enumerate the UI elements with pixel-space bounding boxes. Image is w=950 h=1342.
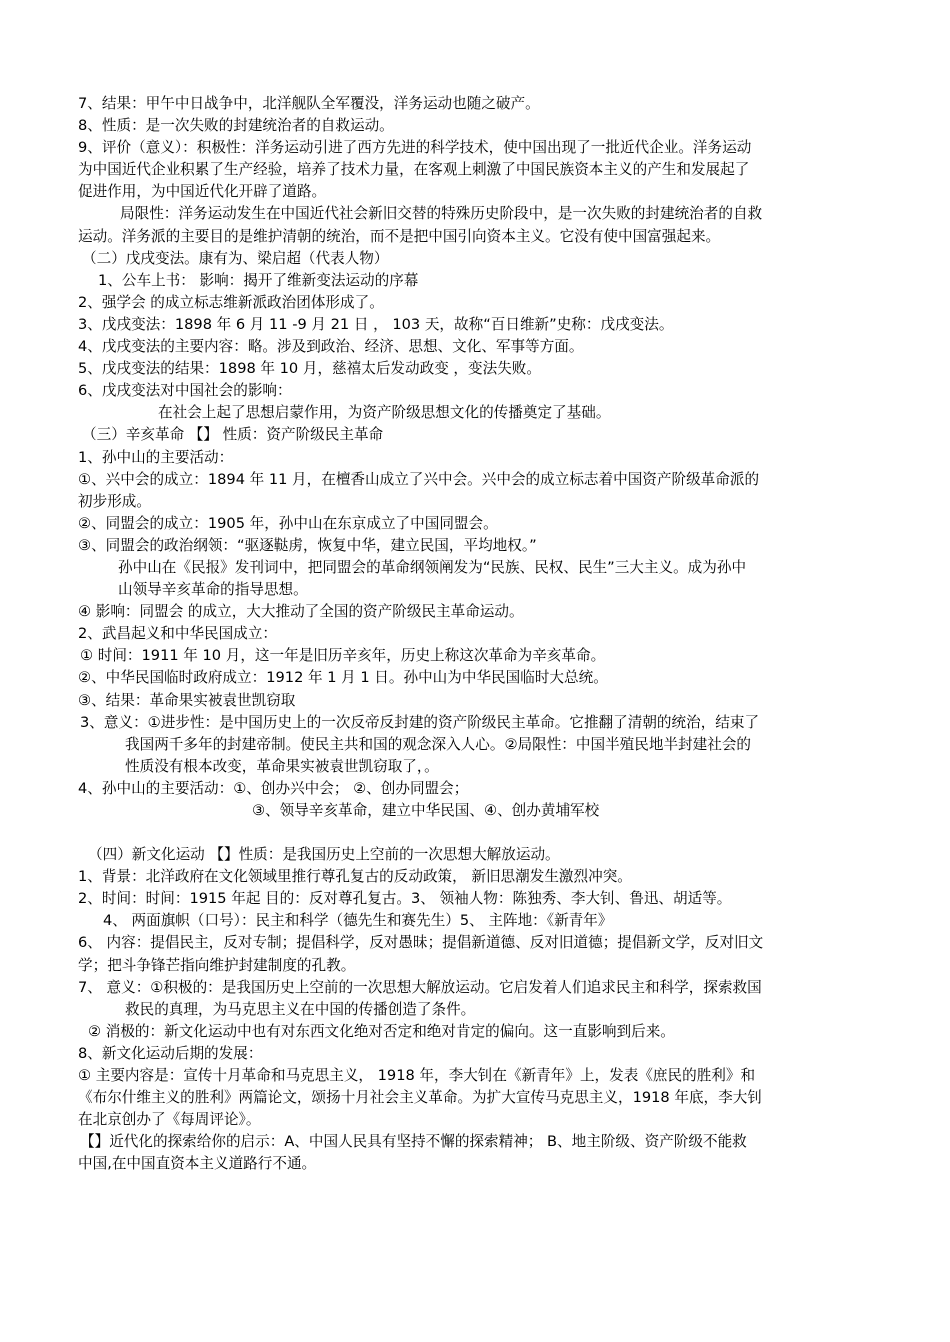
- text-line: 运动。洋务派的主要目的是维护清朝的统治，而不是把中国引向资本主义。它没有使中国富强起来。: [78, 227, 721, 245]
- text-line: 7、结果：甲午中日战争中，北洋舰队全军覆没，洋务运动也随之破产。: [78, 95, 540, 112]
- text-line: 8、性质：是一次失败的封建统治者的自救运动。: [78, 117, 394, 135]
- text-line: 7、 意义：①积极的：是我国历史上空前的一次思想大解放运动。它启发着人们追求民主和科学，探索救国: [78, 978, 762, 996]
- text-line: 4、孙中山的主要活动：①、创办兴中会； ②、创办同盟会；: [78, 779, 469, 797]
- text-line: 促进作用，为中国近代化开辟了道路。: [78, 183, 327, 201]
- text-line: 9、评价（意义）：积极性：洋务运动引进了西方先进的科学技术，使中国出现了一批近代企业。洋务运动: [78, 139, 752, 157]
- text-line: ① 主要内容是：宣传十月革命和马克思主义， 1918 年，李大钊在《新青年》上，发表《庶民的胜利》和: [78, 1067, 756, 1085]
- section-heading: （三）辛亥革命 【】 性质：资产阶级民主革命: [82, 426, 384, 444]
- text-line: 2、强学会 的成立标志维新派政治团体形成了。: [78, 293, 384, 311]
- text-line: 局限性：洋务运动发生在中国近代社会新旧交替的特殊历史阶段中，是一次失败的封建统治者的自救: [120, 205, 763, 223]
- text-line: 1、孙中山的主要活动：: [78, 448, 234, 466]
- text-line: 3、意义：①进步性：是中国历史上的一次反帝反封建的资产阶级民主革命。它推翻了清朝的统治，结束了: [80, 713, 760, 731]
- text-line: 救民的真理，为马克思主义在中国的传播创造了条件。: [125, 1000, 476, 1018]
- text-line: 6、 内容：提倡民主，反对专制；提倡科学，反对愚昧；提倡新道德、反对旧道德；提倡新文学，反对旧文: [78, 934, 764, 952]
- text-line: 为中国近代企业积累了生产经验，培养了技术力量，在客观上刺激了中国民族资本主义的产生和发展起了: [78, 161, 750, 179]
- text-line: 山领导辛亥革命的指导思想。: [118, 581, 308, 599]
- section-heading: （二）戊戌变法。康有为、梁启超（代表人物）: [82, 249, 389, 267]
- text-line: 1、公车上书： 影响：揭开了维新变法运动的序幕: [98, 271, 419, 289]
- text-line: 2、武昌起义和中华民国成立：: [78, 625, 278, 643]
- text-line: 4、 两面旗帜（口号）：民主和科学（德先生和赛先生）5、 主阵地：《新青年》: [103, 912, 613, 930]
- text-line: 【】近代化的探索给你的启示：A、中国人民具有坚持不懈的探索精神； B、地主阶级、资产阶级不能救: [80, 1133, 747, 1151]
- text-line: 6、戊戌变法对中国社会的影响：: [78, 382, 292, 400]
- text-line: ③、同盟会的政治纲领：“驱逐鞑虏，恢复中华，建立民国，平均地权。”: [78, 536, 537, 554]
- text-line: 中国,在中国直资本主义道路行不通。: [78, 1155, 317, 1173]
- text-line: ②、中华民国临时政府成立：1912 年 1 月 1 日。孙中山为中华民国临时大总统。: [78, 669, 608, 687]
- text-line: 初步形成。: [78, 492, 151, 510]
- text-line: 在北京创办了《每周评论》。: [78, 1111, 261, 1129]
- text-line: 2、时间：时间：1915 年起 目的：反对尊孔复古。3、 领袖人物：陈独秀、李大钊、鲁迅、胡适等。: [78, 890, 732, 908]
- text-line: 我国两千多年的封建帝制。使民主共和国的观念深入人心。②局限性：中国半殖民地半封建社会的: [125, 735, 752, 753]
- text-line: 在社会上起了思想启蒙作用，为资产阶级思想文化的传播奠定了基础。: [158, 404, 611, 422]
- text-line: ④ 影响：同盟会 的成立，大大推动了全国的资产阶级民主革命运动。: [78, 603, 524, 621]
- text-line: 1、背景：北洋政府在文化领域里推行尊孔复古的反动政策， 新旧思潮发生激烈冲突。: [78, 868, 632, 886]
- text-line: 学；把斗争锋芒指向维护封建制度的孔教。: [78, 956, 356, 974]
- blank-line: [78, 822, 878, 844]
- text-line: 《布尔什维主义的胜利》两篇论文，颂扬十月社会主义革命。为扩大宣传马克思主义，1918 年底，李大钊: [78, 1089, 762, 1107]
- text-line: ②、同盟会的成立：1905 年，孙中山在东京成立了中国同盟会。: [78, 514, 498, 532]
- text-line: ③、结果：革命果实被袁世凯窃取: [78, 691, 296, 709]
- document-page: [78, 93, 878, 1176]
- text-line: 3、戊戌变法：1898 年 6 月 11 -9 月 21 日 ， 103 天，故称“百日维新”史称：戊戌变法。: [78, 315, 674, 333]
- text-line: ①、兴中会的成立：1894 年 11 月，在檀香山成立了兴中会。兴中会的成立标志着中国资产阶级革命派的: [78, 470, 760, 488]
- text-line: 4、戊戌变法的主要内容：略。涉及到政治、经济、思想、文化、军事等方面。: [78, 338, 584, 356]
- section-heading: （四）新文化运动 【】性质：是我国历史上空前的一次思想大解放运动。: [88, 846, 560, 864]
- text-line: 5、戊戌变法的结果：1898 年 10 月，慈禧太后发动政变 ，变法失败。: [78, 360, 541, 378]
- text-line: ① 时间：1911 年 10 月，这一年是旧历辛亥年，历史上称这次革命为辛亥革命。: [80, 647, 606, 665]
- text-line: 8、新文化运动后期的发展：: [78, 1044, 263, 1062]
- text-line: 性质没有根本改变，革命果实被袁世凯窃取了，。: [125, 757, 439, 775]
- text-line: ③、领导辛亥革命，建立中华民国、④、创办黄埔军校: [252, 802, 600, 819]
- text-line: 孙中山在《民报》发刊词中，把同盟会的革命纲领阐发为“民族、民权、民生”三大主义。成为孙中: [118, 558, 747, 576]
- text-line: ② 消极的：新文化运动中也有对东西文化绝对否定和绝对肯定的偏向。这一直影响到后来。: [88, 1022, 675, 1040]
